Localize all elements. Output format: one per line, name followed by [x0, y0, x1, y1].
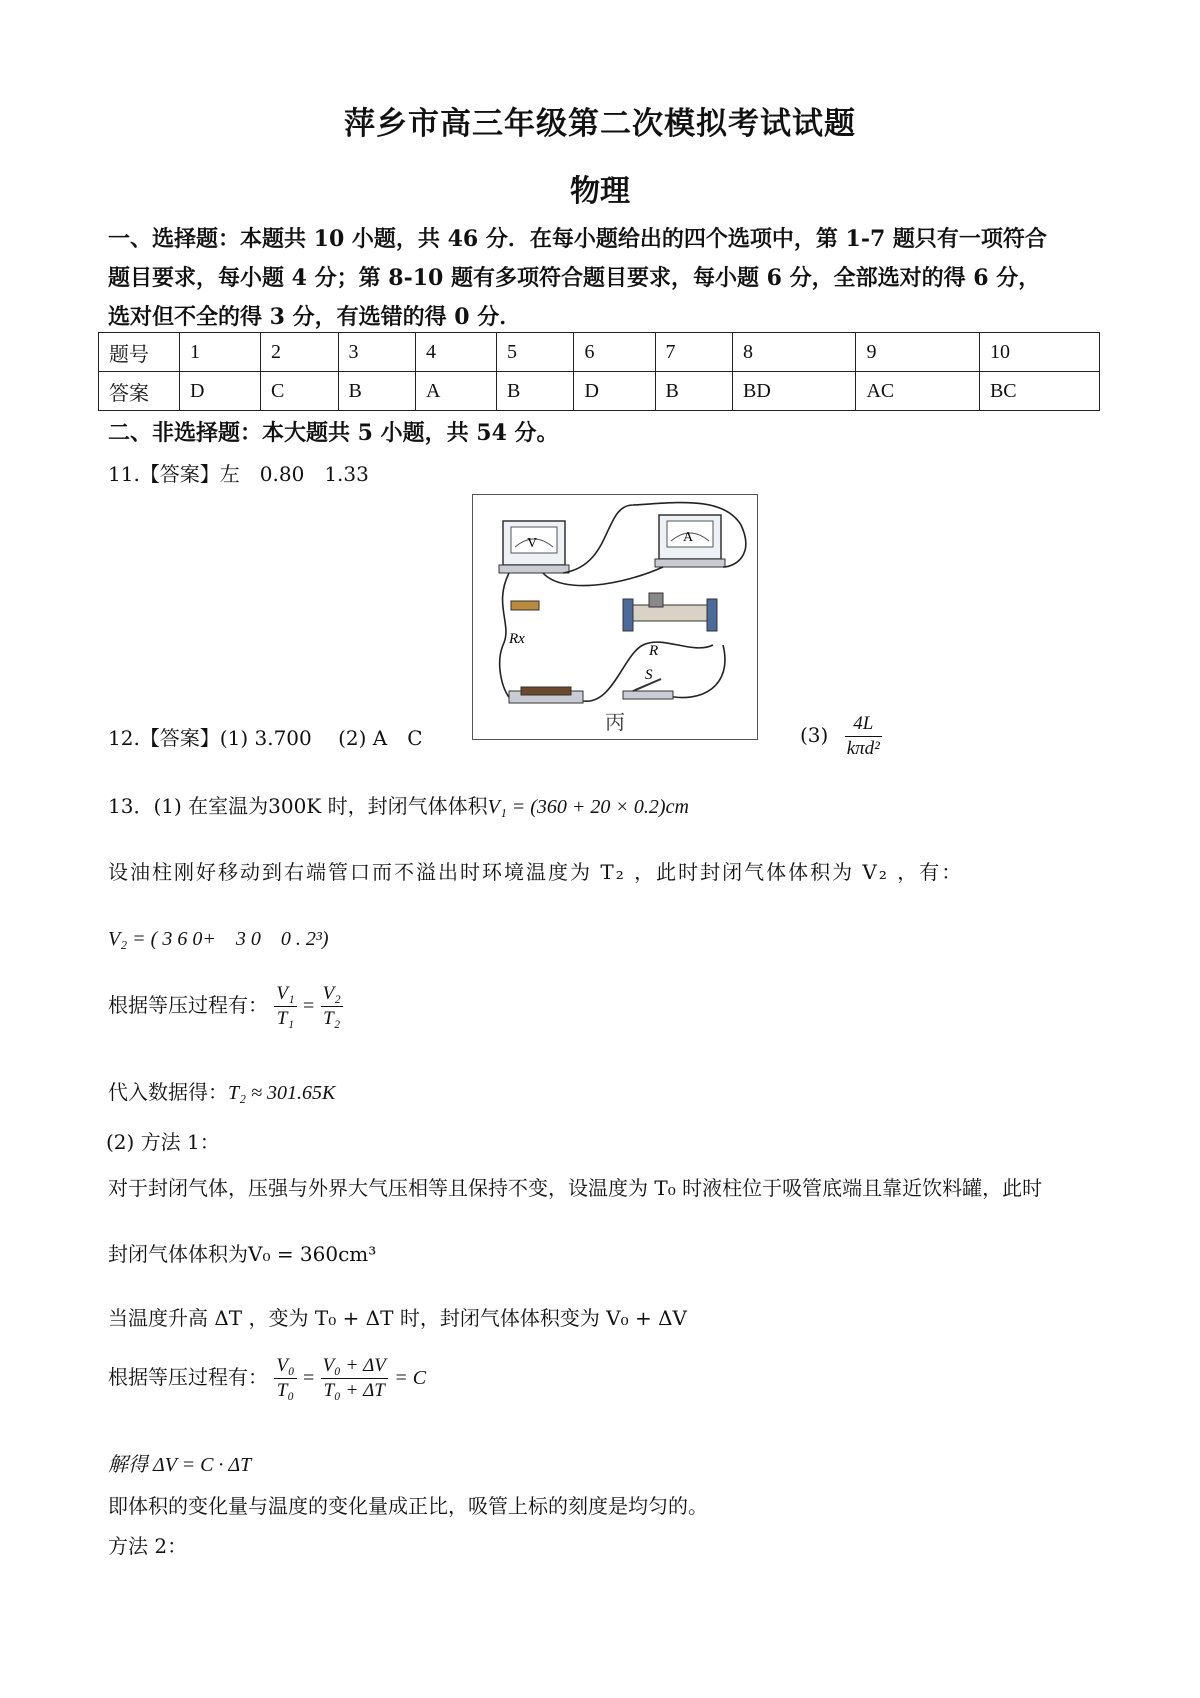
fraction: [321, 982, 343, 1031]
part2-heading: 二、非选择题：本大题共 5 小题，共 54 分。: [108, 420, 559, 446]
table-row-answers: [99, 372, 1100, 411]
svg-text:S: S: [645, 667, 653, 683]
svg-text:R: R: [649, 643, 659, 659]
q13-line-8: 封闭气体体积为V₀ = 360cm³: [108, 1242, 377, 1266]
table-cell: 7: [655, 333, 732, 372]
table-cell: B: [655, 372, 732, 411]
circuit-diagram: [473, 495, 757, 739]
svg-text:A: A: [683, 530, 694, 545]
subject-title: 物理: [570, 174, 630, 209]
resistor-rx-icon: [509, 687, 583, 703]
switch-icon: [623, 667, 673, 699]
q12-part3-label: (3): [800, 723, 829, 747]
q12-fraction: [845, 712, 882, 761]
q13-line-4: 根据等压过程有： $\frac{\text{V₁}}{\text{T₁}}$ = $\frac{\text{V₂}}{\text{T₂}}$: [108, 983, 341, 1029]
fraction-numerator: V₀: [274, 1354, 296, 1379]
q13-line-7: 对于封闭气体，压强与外界大气压相等且保持不变，设温度为 T₀ 时液柱位于吸管底端且靠近饮料罐，此时: [108, 1176, 1043, 1200]
table-cell: BC: [979, 372, 1099, 411]
voltmeter-icon: [499, 521, 569, 573]
table-cell: 2: [261, 333, 338, 372]
q13-p5-label: 代入数据得：: [108, 1080, 228, 1104]
fraction-denominator: kπd²: [846, 738, 880, 759]
q13-p1-text: 13．(1) 在室温为300K 时，封闭气体体积: [108, 794, 488, 818]
fraction: [274, 1354, 296, 1403]
q13-p1-equation: V₁ = (360 + 20 × 0.2)cm: [487, 796, 689, 818]
q13-line-9: 当温度升高 ΔT ，变为 T₀ + ΔT 时，封闭气体体积变为 V₀ + ΔV: [108, 1306, 688, 1330]
q12-part3: [800, 712, 882, 761]
q12-answer: 12.【答案】(1) 3.700 (2) A C: [108, 726, 423, 750]
table-cell: 9: [856, 333, 979, 372]
table-cell: 4: [415, 333, 496, 372]
table-cell: AC: [856, 372, 979, 411]
circuit-figure: [472, 494, 758, 740]
fraction-denominator: T₂: [323, 1008, 341, 1029]
fraction-numerator: V₂: [321, 982, 343, 1007]
q13-line-10: 根据等压过程有： $\frac{\text{V₀}}{\text{T₀}}$ = $\frac{\text{V₀ + ΔV}}{\text{T₀ + ΔT}}$ = C: [108, 1355, 427, 1401]
q13-method-2: 方法 2：: [108, 1534, 188, 1558]
q13-p4-label: 根据等压过程有：: [108, 993, 268, 1017]
row-label-number: 题号: [99, 333, 180, 372]
fraction-numerator: V₀ + ΔV: [321, 1354, 388, 1379]
table-cell: 3: [338, 333, 415, 372]
resistor-icon: [511, 601, 539, 610]
fraction-denominator: T₀: [276, 1380, 295, 1401]
fraction: [274, 982, 296, 1031]
ammeter-icon: [655, 515, 725, 567]
table-cell: C: [261, 372, 338, 411]
table-cell: B: [497, 372, 574, 411]
fraction: [321, 1354, 388, 1403]
q13-line-3: V₂ = ( 3 6 0+ 3 0 0 . 2³): [108, 928, 329, 950]
fraction-denominator: T₁: [276, 1008, 295, 1029]
part1-instruction-line-2: 题目要求，每小题 4 分；第 8-10 题有多项符合题目要求，每小题 6 分，全部选对的得 6 分，: [108, 265, 1041, 291]
q13-line-1: [108, 790, 689, 819]
svg-text:V: V: [527, 536, 538, 551]
svg-text:Rx: Rx: [509, 631, 525, 647]
table-cell: 5: [497, 333, 574, 372]
q13-method-1: (2) 方法 1：: [106, 1130, 220, 1154]
fraction-denominator: T₀ + ΔT: [323, 1380, 385, 1401]
table-cell: B: [338, 372, 415, 411]
q13-line-12: 即体积的变化量与温度的变化量成正比，吸管上标的刻度是均匀的。: [108, 1494, 708, 1518]
fraction-tail: = C: [394, 1367, 427, 1389]
table-cell: 6: [574, 333, 655, 372]
table-cell: 8: [732, 333, 855, 372]
part1-instruction-line-3: 选对但不全的得 3 分，有选错的得 0 分．: [108, 304, 522, 330]
table-cell: A: [415, 372, 496, 411]
table-cell: D: [574, 372, 655, 411]
q13-line-2: 设油柱刚好移动到右端管口而不溢出时环境温度为 T₂ ，此时封闭气体体积为 V₂ ，有：: [108, 860, 964, 884]
q11-answer: 11.【答案】左 0.80 1.33: [108, 462, 369, 486]
q13-line-5: [108, 1076, 335, 1105]
table-cell: D: [180, 372, 261, 411]
answer-table: [98, 332, 1100, 411]
q13-line-11: 解得 ΔV = C · ΔT: [108, 1454, 252, 1476]
q13-p10-label: 根据等压过程有：: [108, 1365, 268, 1389]
part1-instruction-line-1: 一、选择题：本题共 10 小题，共 46 分．在每小题给出的四个选项中，第 1-7 题只有一项符合: [108, 226, 1047, 252]
figure-caption: 丙: [605, 710, 625, 734]
table-row-numbers: [99, 333, 1100, 372]
page-title: 萍乡市高三年级第二次模拟考试试题: [344, 106, 856, 142]
fraction-numerator: V₁: [274, 982, 296, 1007]
q13-p5-equation: T₂ ≈ 301.65K: [228, 1082, 336, 1104]
table-cell: 1: [180, 333, 261, 372]
row-label-answer: 答案: [99, 372, 180, 411]
table-cell: 10: [979, 333, 1099, 372]
table-cell: BD: [732, 372, 855, 411]
fraction-numerator: 4L: [845, 712, 882, 737]
